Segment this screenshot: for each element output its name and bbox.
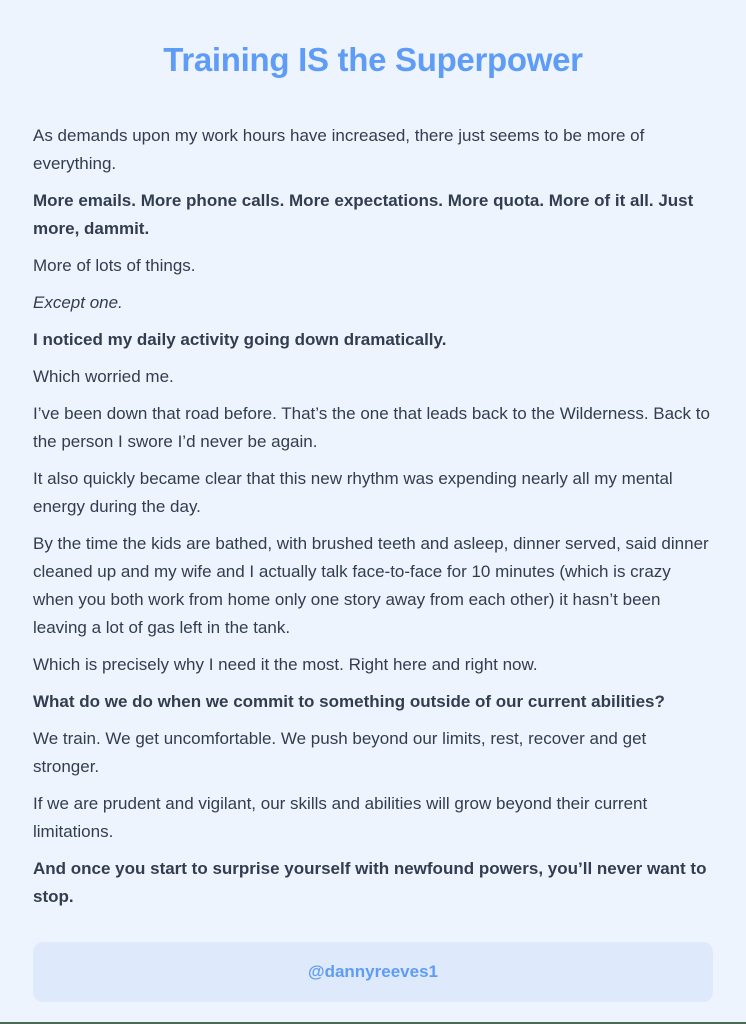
paragraph: Which is precisely why I need it the most. Right here and right now.	[33, 655, 538, 674]
author-handle: @dannyreeves1	[308, 962, 438, 981]
paragraph: More emails. More phone calls. More expectations. More quota. More of it all. Just more, dammit.	[33, 191, 694, 238]
paragraph: Which worried me.	[33, 367, 174, 386]
paragraph: As demands upon my work hours have increased, there just seems to be more of everything.	[33, 126, 645, 173]
paragraph: And once you start to surprise yourself with newfound powers, you’ll never want to stop.	[33, 859, 707, 906]
paragraph: If we are prudent and vigilant, our skills and abilities will grow beyond their current limitations.	[33, 794, 648, 841]
paragraph: I noticed my daily activity going down dramatically.	[33, 330, 447, 349]
paragraph: Except one.	[33, 293, 123, 312]
paragraph: We train. We get uncomfortable. We push beyond our limits, rest, recover and get stronger.	[33, 729, 647, 776]
author-handle-badge[interactable]	[33, 942, 713, 1002]
article-body	[33, 122, 713, 911]
paragraph: It also quickly became clear that this new rhythm was expending nearly all my mental energy during the day.	[33, 469, 673, 516]
paragraph: By the time the kids are bathed, with brushed teeth and asleep, dinner served, said dinner cleaned up and my wife and I actually talk face-to-face for 10 minutes (which is crazy when you both work from home only one story away from each other) it hasn’t been leaving a lot of gas left in the tank.	[33, 534, 709, 637]
paragraph: What do we do when we commit to something outside of our current abilities?	[33, 692, 665, 711]
paragraph: I’ve been down that road before. That’s the one that leads back to the Wilderness. Back to the person I swore I’d never be again.	[33, 404, 710, 451]
paragraph: More of lots of things.	[33, 256, 196, 275]
page-title: Training IS the Superpower	[163, 41, 583, 78]
